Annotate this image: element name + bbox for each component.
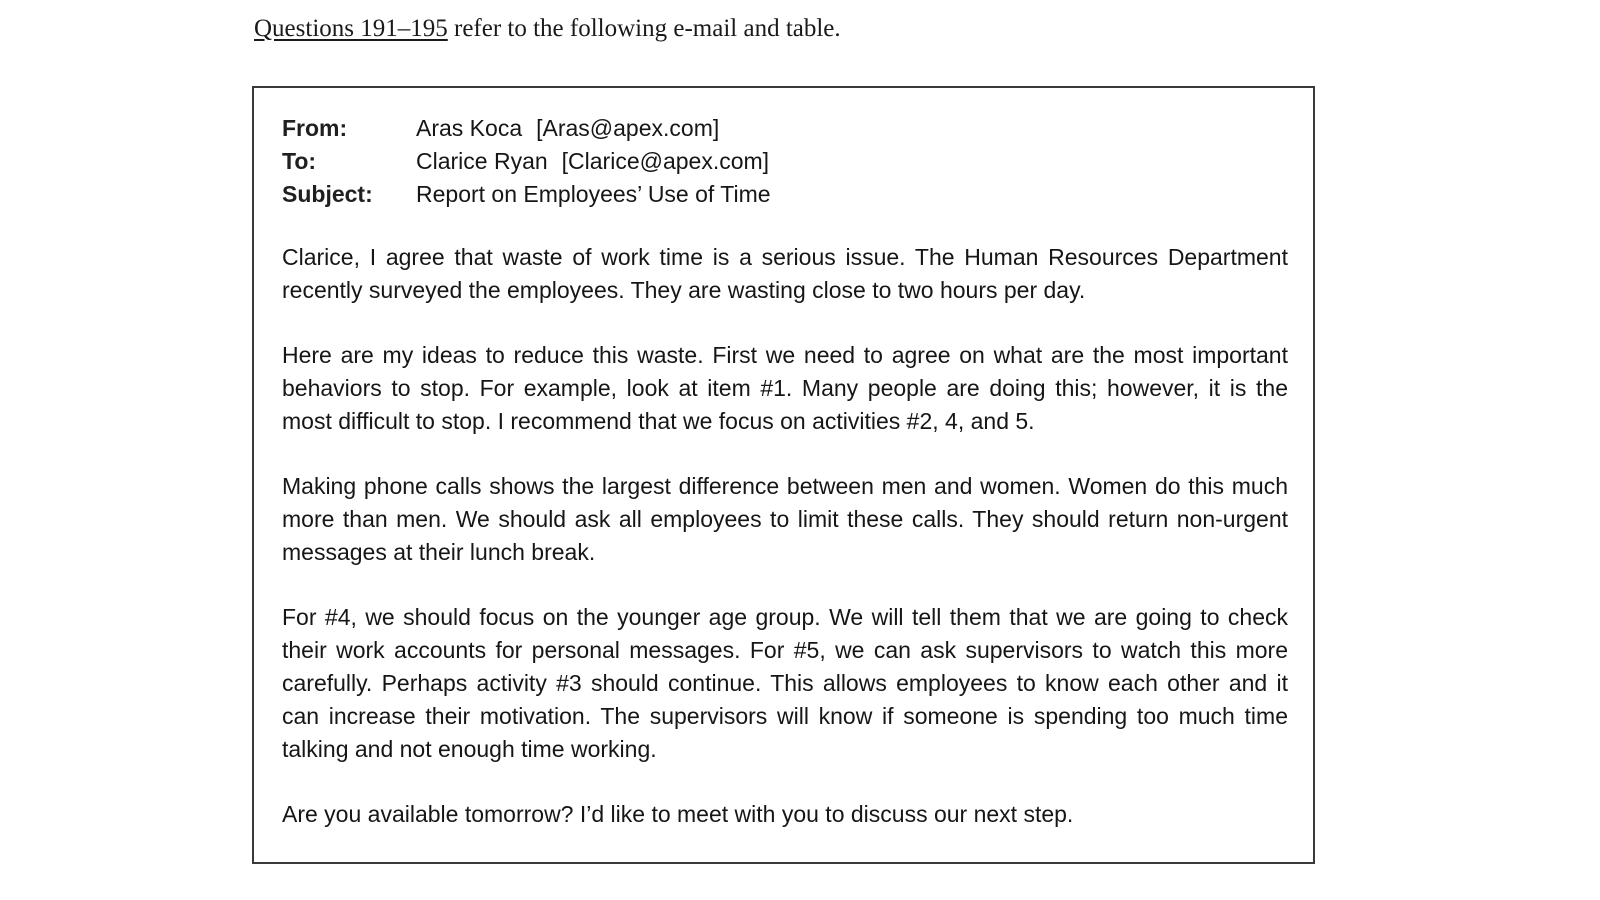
intro-text: refer to the following e-mail and table.	[447, 15, 841, 42]
body-paragraph: Making phone calls shows the largest difference between men and women. Women do this much more than men. We should ask all employees to limit these calls. They should return non-urgent messages at their lunch break.	[282, 473, 1288, 565]
email-body	[282, 241, 1288, 831]
from-value	[416, 112, 719, 145]
from-email: [Aras@apex.com]	[536, 115, 720, 141]
to-label: To:	[282, 148, 317, 174]
body-paragraph: For #4, we should focus on the younger age group. We will tell them that we are going to check their work accounts for personal messages. For #5, we can ask supervisors to watch this more carefully. Perhaps activity #3 should continue. This allows employees to know each other and it can increase their motivation. The supervisors will know if someone is spending too much time talking and not enough time working.	[282, 604, 1288, 762]
question-range: Questions 191–195	[254, 15, 448, 42]
email-header	[282, 112, 771, 211]
to-value	[416, 145, 769, 178]
body-paragraph: Clarice, I agree that waste of work time is a serious issue. The Human Resources Department recently surveyed the employees. They are wasting close to two hours per day.	[282, 244, 1288, 303]
subject-row	[282, 178, 771, 211]
from-row	[282, 112, 771, 145]
from-name: Aras Koca	[416, 115, 523, 141]
subject-value: Report on Employees’ Use of Time	[416, 181, 771, 207]
to-email: [Clarice@apex.com]	[561, 148, 770, 174]
body-paragraph: Here are my ideas to reduce this waste. First we need to agree on what are the most important behaviors to stop. For example, look at item #1. Many people are doing this; however, it is the most difficult to stop. I recommend that we focus on activities #2, 4, and 5.	[282, 342, 1288, 434]
email-box	[252, 86, 1315, 864]
to-row	[282, 145, 771, 178]
body-paragraph: Are you available tomorrow? I’d like to meet with you to discuss our next step.	[282, 801, 1074, 827]
to-name: Clarice Ryan	[416, 148, 548, 174]
subject-label: Subject:	[282, 181, 373, 207]
from-label: From:	[282, 115, 348, 141]
question-intro	[254, 12, 841, 46]
